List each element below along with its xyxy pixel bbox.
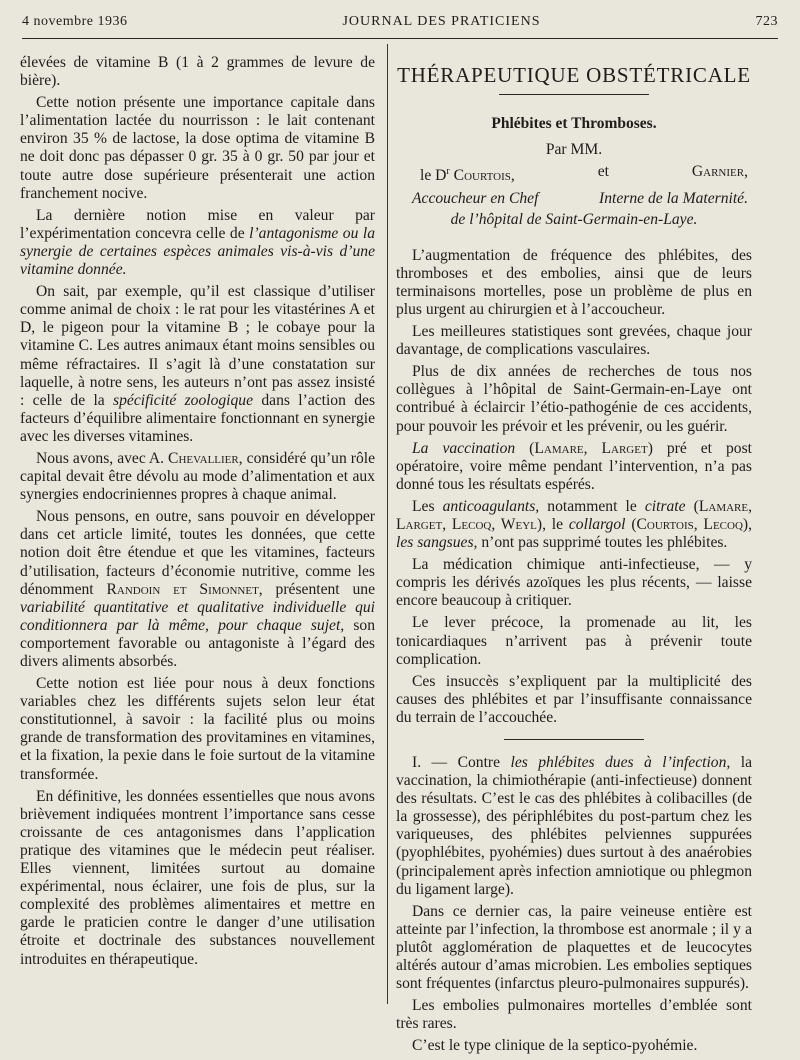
paragraph: Cette notion présente une importance capitale dans l’alimentation lactée du nourrisson : le lait contenant environ 35 % de lactose, la dose optima de vitamine B ne doit donc pas dépasser 0 gr. 35 à 0 gr. 50 par jour et toute autre dose supérieure présenterait une action franchement nocive. — [20, 94, 375, 202]
paragraph: Le lever précoce, la promenade au lit, les tonicardiaques n’arrivent pas à prévenir toute complication. — [396, 614, 752, 668]
paragraph: Les meilleures statistiques sont grevées, chaque jour davantage, de complications vasculaires. — [396, 323, 752, 359]
running-head — [22, 14, 778, 36]
page-number: 723 — [755, 14, 778, 29]
affiliation-1: Accoucheur en Chef — [412, 190, 539, 208]
section-separator — [504, 739, 644, 740]
paragraph: I. — Contre les phlébites dues à l’infection, la vaccination, la chimiothérapie (anti-infectieuse) donnent des résultats. C’est le cas des phlébites à colibacilles (de la grossesse), des périphlébites du post-partum chez les variqueuses, des phlébites pelviennes suppurées (pyophlébites, pyohémies) dues surtout à des anaérobies (principalement après infection amniotique ou phlegmon du ligament large). — [396, 754, 752, 898]
title-rule — [499, 94, 649, 95]
paragraph: On sait, par exemple, qu’il est classique d’utiliser comme animal de choix : le rat pour les vitastérines A et D, le pigeon pour la vitamine B ; le cobaye pour la vitamine C. Les autres animaux étant moins sensibles ou même réfractaires. Il s’agit là d’une constatation sur laquelle, à notre sens, les auteurs n’ont pas assez insisté : celle de la spécificité zoologique dans l’action des facteurs d’équilibre alimentaire fonctionnant en synergie avec les diverses vitamines. — [20, 283, 376, 445]
affiliation-2: Interne de la Maternité. — [599, 190, 748, 208]
affiliation-line — [396, 190, 752, 208]
author-1: le $D^r$ Courtois, — [420, 166, 515, 185]
right-column — [396, 58, 752, 1060]
paragraph: Plus de dix années de recherches de tous nos collègues à l’hôpital de Saint-Germain-en-Laye ont contribué à éclaircir l’étio-pathogénie de ces accidents, pour pouvoir les prévoir et les prévenir, ou les guérir. — [396, 363, 752, 435]
author-2: Garnier, — [691, 163, 748, 181]
left-column — [20, 54, 375, 973]
byline: Par MM. — [545, 141, 603, 159]
paragraph: Nous avons, avec A. Chevallier, considéré qu’un rôle capital devait être dévolu au mode d’alimentation et aux synergies endocriniennes propres à chaque animal. — [20, 449, 376, 504]
paragraph: La vaccination (Lamare, Larget) pré et post opératoire, voire même pendant l’intervention, n’a pas donné tous les résultats espérés. — [396, 439, 752, 493]
issue-date: 4 novembre 1936 — [22, 14, 128, 29]
paragraph: élevées de vitamine B (1 à 2 grammes de levure de bière). — [20, 54, 375, 90]
paragraph: Dans ce dernier cas, la paire veineuse entière est atteinte par l’infection, la thrombose est anormale ; il y a plutôt agglomération de plaquettes et de leucocytes altérés autour d’amas microbien. Les embolies septiques sont fréquentes (infarctus pleuro-pulmonaires suppurés). — [396, 902, 752, 993]
article-title: Phlébites et Thromboses. — [491, 115, 657, 132]
paragraph: La dernière notion mise en valeur par l’expérimentation concevra celle de l’antagonisme ou la synergie de certaines espèces animales vis-à-vis d’une vitamine donnée. — [20, 206, 375, 279]
paragraph: La médication chimique anti-infectieuse, — y compris les dérivés azoïques les plus récents, — laisse encore beaucoup à critiquer. — [396, 556, 752, 610]
journal-name: JOURNAL DES PRATICIENS — [342, 14, 541, 29]
paragraph: Nous pensons, en outre, sans pouvoir en développer dans cet article limité, toutes les données, que cette notion doit être étendue et que les vitamines, facteurs d’utilisation, facteurs d’économie nutritive, comme les dénomment Randoin et Simonnet, présentent une variabilité quantitative et qualitative individuelle qui conditionnera par là même, pour chaque sujet, son comportement favorable ou antagoniste à l’égard des divers aliments absorbés. — [20, 508, 376, 670]
paragraph: C’est le type clinique de la septico-pyohémie. — [412, 1037, 698, 1055]
paragraph: Les embolies pulmonaires mortelles d’emblée sont très rares. — [396, 997, 752, 1033]
author-line — [396, 163, 752, 185]
section-title: THÉRAPEUTIQUE OBSTÉTRICALE — [397, 63, 751, 87]
paragraph: Ces insuccès s’expliquent par la multiplicité des causes des phlébites et par l’insuffisante connaissance du terrain de l’accouchée. — [396, 672, 752, 726]
paragraph: En définitive, les données essentielles que nous avons brièvement indiquées montrent l’importance sans cesse croissante de ces antagonismes dans l’application pratique des vitamines que le médecin peut réaliser. Elles viennent, limitées surtout au domaine expérimental, nous éclairer, une fois de plus, sur la complexité des problèmes alimentaires et mettre en garde le praticien contre le danger d’une utilisation étroite et doctrinale des substances nouvellement introduites en thérapeutique. — [20, 787, 375, 968]
author-conjunction: et — [597, 163, 609, 181]
paragraph: Les anticoagulants, notamment le citrate (Lamare, Larget, Lecoq, Weyl), le collargol (Courtois, Lecoq), les sangsues, n’ont pas supprimé toutes les phlébites. — [396, 497, 753, 552]
paragraph: L’augmentation de fréquence des phlébites, des thromboses et des embolies, ainsi que de leurs terminaisons mortelles, pose un problème de plus en plus urgent au chirurgien et à l’accoucheur. — [396, 246, 752, 318]
column-divider — [387, 44, 388, 1004]
paragraph: Cette notion est liée pour nous à deux fonctions variables chez les différents sujets selon leur état constitutionnel, à savoir : la facilité plus ou moins grande de transformation des provitamines en vitamines, et la fixation, la pexie dans le foie surtout de la vitamine transformée. — [20, 675, 375, 783]
affiliation-hospital: de l’hôpital de Saint-Germain-en-Laye. — [450, 210, 698, 228]
header-rule — [22, 38, 778, 39]
